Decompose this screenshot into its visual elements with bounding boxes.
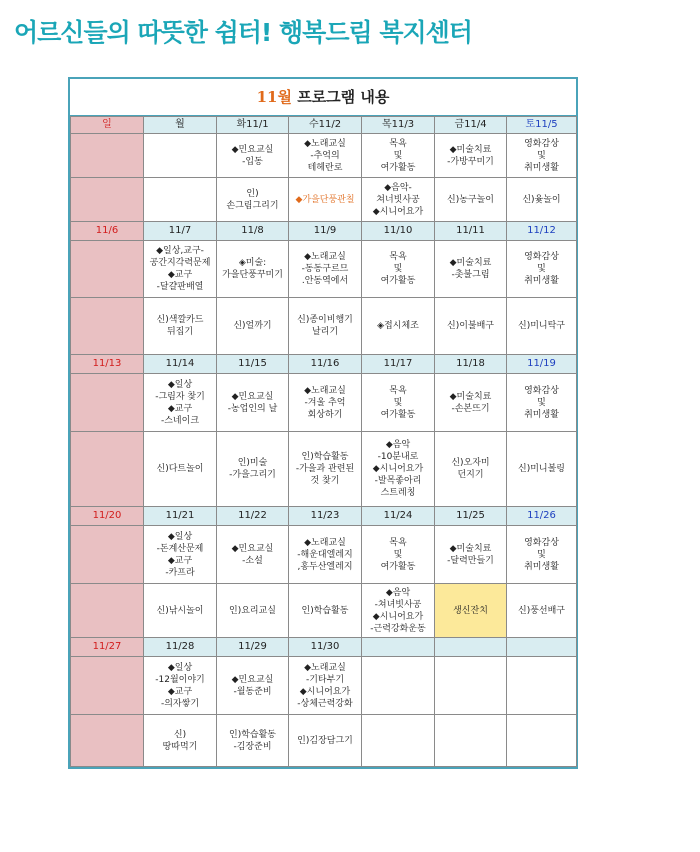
date-cell: 11/13 xyxy=(71,355,144,374)
cell-line: ◆교구 xyxy=(167,270,193,280)
date-cell: 11/28 xyxy=(144,638,217,657)
program-cell xyxy=(362,715,435,767)
cell-line: -입동 xyxy=(242,156,263,167)
date-cell xyxy=(435,638,507,657)
program-cell xyxy=(144,657,217,715)
cell-line: -추억의 xyxy=(310,150,340,161)
program-cell xyxy=(435,584,507,638)
program-cell xyxy=(507,298,577,355)
program-cell xyxy=(362,657,435,715)
cell-line: 뒤집기 xyxy=(166,327,194,337)
program-cell xyxy=(144,715,217,767)
date-cell: 11/14 xyxy=(144,355,217,374)
cell-line: 스트레칭 xyxy=(380,488,416,498)
program-cell xyxy=(362,432,435,507)
cell-line: 목욕 xyxy=(389,252,407,262)
cell-line: ◆민요교실 xyxy=(231,391,274,402)
date-cell: 11/7 xyxy=(144,222,217,241)
cell-line: ◆음악- xyxy=(384,182,412,193)
cell-line: -12월이야기 xyxy=(155,674,205,685)
cell-line: 여가활동 xyxy=(380,409,416,420)
cell-line: ◆일상 xyxy=(167,662,193,673)
program-cell xyxy=(435,657,507,715)
weekday-header-5: 금11/4 xyxy=(435,117,507,134)
program-cell xyxy=(435,526,507,584)
cell-line: .안동역에서 xyxy=(301,276,349,286)
program-cell xyxy=(289,526,362,584)
program-cell xyxy=(289,584,362,638)
program-cell xyxy=(217,432,289,507)
program-row-pm xyxy=(71,715,577,767)
cell-line: 취미생활 xyxy=(524,409,559,420)
program-cell xyxy=(362,526,435,584)
date-cell: 11/9 xyxy=(289,222,362,241)
cell-line: ◆미술치료 xyxy=(449,391,492,402)
cell-line: -가방꾸미기 xyxy=(447,156,494,167)
date-cell: 11/16 xyxy=(289,355,362,374)
cell-line: -동동구르므 xyxy=(301,264,349,274)
weekday-header-1: 월 xyxy=(144,117,217,134)
cell-line: -발목좋아리 xyxy=(374,476,422,486)
program-cell xyxy=(435,134,507,178)
cell-line: 공간지각력문제 xyxy=(149,258,211,268)
date-cell: 11/22 xyxy=(217,507,289,526)
cell-line: 영화감상 xyxy=(524,537,559,548)
cell-line: 신)풍선배구 xyxy=(518,605,565,616)
cell-line: 및 xyxy=(537,397,546,408)
cell-line: -가을과 관련된 xyxy=(295,464,355,474)
program-cell xyxy=(71,134,144,178)
date-cell: 11/10 xyxy=(362,222,435,241)
cell-line: -카프라 xyxy=(165,567,195,578)
cell-line: ◆음악 xyxy=(385,587,411,598)
cell-line: 인)요리교실 xyxy=(229,605,276,616)
cell-line: 취미생활 xyxy=(524,561,559,572)
program-cell xyxy=(144,134,217,178)
cell-line: 인) xyxy=(246,188,259,199)
program-row-am xyxy=(71,374,577,432)
cell-line: 여가활동 xyxy=(380,276,416,286)
cell-line: 신)오자미 xyxy=(451,458,490,468)
cell-line: ◆가을단풍관칠 xyxy=(295,194,355,205)
program-cell xyxy=(289,298,362,355)
weekday-header-3: 수11/2 xyxy=(289,117,362,134)
program-cell xyxy=(144,526,217,584)
cell-line: -달력만들기 xyxy=(447,555,494,566)
program-cell xyxy=(217,374,289,432)
cell-line: ◆미술치료 xyxy=(449,144,492,155)
cell-line: 신)얼까기 xyxy=(233,321,272,331)
cell-line: 땅따먹기 xyxy=(162,741,198,752)
cell-line: 신)윷놀이 xyxy=(522,194,561,205)
cell-line: ◆민요교실 xyxy=(231,543,274,554)
cell-line: 신)낚시놀이 xyxy=(156,605,204,616)
cell-line: 인)미술 xyxy=(237,458,268,468)
cell-line: 영화감상 xyxy=(524,385,559,396)
cell-line: 신)미니탁구 xyxy=(518,321,565,331)
cell-line: 및 xyxy=(537,150,546,161)
program-cell xyxy=(507,432,577,507)
program-row-pm xyxy=(71,432,577,507)
program-row-am xyxy=(71,657,577,715)
program-cell xyxy=(507,715,577,767)
program-cell xyxy=(289,715,362,767)
cell-line: 취미생활 xyxy=(524,276,559,286)
cell-line: 신)농구놀이 xyxy=(447,194,494,205)
cell-line: 테헤란로 xyxy=(307,162,343,173)
cell-line: -농업인의 날 xyxy=(227,403,278,414)
date-cell: 11/11 xyxy=(435,222,507,241)
program-cell xyxy=(217,134,289,178)
program-cell xyxy=(289,657,362,715)
program-cell xyxy=(217,298,289,355)
date-cell: 11/19 xyxy=(507,355,577,374)
cell-line: ◆시니어요가 xyxy=(372,206,424,217)
program-row-pm xyxy=(71,298,577,355)
program-cell xyxy=(217,657,289,715)
cell-line: -촛불그림 xyxy=(451,270,490,280)
cell-line: 목욕 xyxy=(389,537,407,548)
cell-line: 던지기 xyxy=(457,470,484,480)
program-cell xyxy=(289,432,362,507)
calendar-title-month: 11월 xyxy=(256,88,292,106)
cell-line: 및 xyxy=(393,549,403,560)
program-row-pm xyxy=(71,178,577,222)
date-cell: 11/27 xyxy=(71,638,144,657)
program-cell xyxy=(144,241,217,298)
cell-line: -상체근력강화 xyxy=(297,698,353,709)
cell-line: 신)다트놀이 xyxy=(156,464,204,474)
cell-line: 및 xyxy=(537,549,546,560)
cell-line: ◆일상,교구- xyxy=(156,246,204,256)
program-cell xyxy=(71,432,144,507)
cell-line: -쳐녀빗사공 xyxy=(374,599,422,610)
cell-line: -의자쌓기 xyxy=(160,698,200,709)
cell-line: 목욕 xyxy=(389,385,407,396)
program-cell xyxy=(362,178,435,222)
cell-line: 취미생활 xyxy=(524,162,559,173)
cell-line: -가을그리기 xyxy=(229,470,276,480)
program-cell xyxy=(289,241,362,298)
program-cell xyxy=(71,584,144,638)
cell-line: 인)학습활동 xyxy=(301,605,349,616)
program-row-am xyxy=(71,526,577,584)
cell-line: 여가활동 xyxy=(380,561,416,572)
program-cell xyxy=(71,526,144,584)
cell-line: ◆시니어요가 xyxy=(372,611,424,622)
cell-line: 날리기 xyxy=(311,327,339,337)
date-cell xyxy=(362,638,435,657)
cell-line: 손그림그리기 xyxy=(226,200,279,211)
cell-line: -김장준비 xyxy=(233,741,272,752)
program-cell xyxy=(507,526,577,584)
program-cell xyxy=(435,432,507,507)
program-row-am xyxy=(71,134,577,178)
weekday-header-row xyxy=(71,117,577,134)
cell-line: -겨울 추억 xyxy=(304,397,346,408)
date-cell: 11/6 xyxy=(71,222,144,241)
cell-line: ◆시니어요가 xyxy=(299,686,351,697)
date-cell: 11/21 xyxy=(144,507,217,526)
program-cell xyxy=(144,178,217,222)
program-cell xyxy=(144,432,217,507)
program-cell xyxy=(289,374,362,432)
date-cell: 11/29 xyxy=(217,638,289,657)
cell-line: ◆노래교실 xyxy=(304,385,346,396)
date-cell: 11/15 xyxy=(217,355,289,374)
cell-line: 여가활동 xyxy=(380,162,416,173)
program-cell xyxy=(362,298,435,355)
cell-line: ,홍두산엘레지 xyxy=(297,561,353,572)
program-cell xyxy=(289,134,362,178)
program-cell xyxy=(507,178,577,222)
cell-line: -기타부기 xyxy=(305,674,345,685)
date-cell: 11/20 xyxy=(71,507,144,526)
page-title: 어르신들의 따뜻한 쉼터! 행복드림 복지센터 xyxy=(14,18,472,47)
cell-line: ◆미술치료 xyxy=(449,258,492,268)
program-cell xyxy=(435,374,507,432)
cell-line: ◆민요교실 xyxy=(231,144,274,155)
cell-line: ◆교구 xyxy=(167,555,193,566)
cell-line: 인)김장담그기 xyxy=(297,735,353,746)
cell-line: 회상하기 xyxy=(307,409,343,420)
cell-line: 및 xyxy=(393,397,403,408)
cell-line: 신)미니볼링 xyxy=(518,464,565,474)
weekday-header-2: 화11/1 xyxy=(217,117,289,134)
program-cell xyxy=(507,134,577,178)
cell-line: -돈계산문제 xyxy=(156,543,204,554)
date-cell: 11/12 xyxy=(507,222,577,241)
cell-line: -스네이크 xyxy=(160,415,200,426)
program-cell xyxy=(507,657,577,715)
cell-line: ◆노래교실 xyxy=(304,138,346,149)
program-cell xyxy=(217,178,289,222)
cell-line: ◆민요교실 xyxy=(231,674,274,685)
program-cell xyxy=(362,374,435,432)
date-cell: 11/24 xyxy=(362,507,435,526)
cell-line: ◆미술치료 xyxy=(449,543,492,554)
program-cell xyxy=(217,526,289,584)
calendar-title-text: 프로그램 내용 xyxy=(291,88,390,106)
date-cell: 11/18 xyxy=(435,355,507,374)
date-cell: 11/30 xyxy=(289,638,362,657)
cell-line: ◆교구 xyxy=(167,686,193,697)
cell-line: ◆교구 xyxy=(167,403,193,414)
cell-line: ◆음악 xyxy=(385,440,411,450)
program-cell xyxy=(507,374,577,432)
cell-line: -해운대엘레지 xyxy=(297,549,353,560)
cell-line: 및 xyxy=(393,264,403,274)
cell-line: -그림자 찾기 xyxy=(155,391,205,402)
cell-line: 신)이불배구 xyxy=(447,321,494,331)
cell-line: 가을단풍꾸미기 xyxy=(222,270,283,280)
program-row-pm xyxy=(71,584,577,638)
cell-line: -소설 xyxy=(242,555,263,566)
weekday-header-4: 목11/3 xyxy=(362,117,435,134)
cell-line: 인)학습활동 xyxy=(229,729,276,740)
cell-line: 신)색깔카드 xyxy=(156,315,204,325)
program-cell xyxy=(362,241,435,298)
cell-line: 영화감상 xyxy=(524,138,559,149)
program-cell xyxy=(435,298,507,355)
cell-line: ◆일상 xyxy=(167,379,193,390)
program-cell xyxy=(507,241,577,298)
program-cell xyxy=(217,241,289,298)
date-row xyxy=(71,222,577,241)
program-cell xyxy=(289,178,362,222)
weekday-header-0: 일 xyxy=(71,117,144,134)
program-cell xyxy=(144,374,217,432)
program-cell xyxy=(362,134,435,178)
cell-line: 쳐너빗사공 xyxy=(376,194,420,205)
cell-line: ◆일상 xyxy=(167,531,193,542)
date-cell: 11/17 xyxy=(362,355,435,374)
cell-line: -근력강화운동 xyxy=(370,623,426,634)
program-cell xyxy=(144,298,217,355)
date-cell xyxy=(507,638,577,657)
cell-line: ◆노래교실 xyxy=(304,662,346,673)
program-cell xyxy=(507,584,577,638)
program-cell xyxy=(362,584,435,638)
program-cell xyxy=(71,241,144,298)
program-cell xyxy=(217,584,289,638)
program-cell xyxy=(71,298,144,355)
cell-line: 및 xyxy=(393,150,403,161)
cell-line: ◆노래교실 xyxy=(304,537,346,548)
date-cell: 11/26 xyxy=(507,507,577,526)
program-cell xyxy=(71,374,144,432)
schedule-table xyxy=(68,77,578,769)
cell-line: ◆노래교실 xyxy=(304,252,346,262)
date-row xyxy=(71,355,577,374)
program-cell xyxy=(435,715,507,767)
cell-line: -월동준비 xyxy=(233,686,272,697)
cell-line: ◆시니어요가 xyxy=(372,464,424,474)
cell-line: 신)종이비행기 xyxy=(297,315,353,325)
program-cell xyxy=(71,178,144,222)
cell-line: 생신잔치 xyxy=(453,605,488,616)
calendar-title xyxy=(70,79,576,116)
program-cell xyxy=(217,715,289,767)
cell-line: 신) xyxy=(173,729,187,740)
calendar-grid xyxy=(70,116,577,767)
weekday-header-6: 토11/5 xyxy=(507,117,577,134)
cell-line: 인)학습활동 xyxy=(301,452,349,462)
date-row xyxy=(71,507,577,526)
date-cell: 11/23 xyxy=(289,507,362,526)
cell-line: -달걀판배열 xyxy=(156,282,204,292)
cell-line: 목욕 xyxy=(389,138,407,149)
program-cell xyxy=(71,657,144,715)
program-row-am xyxy=(71,241,577,298)
cell-line: -손본뜨기 xyxy=(451,403,490,414)
cell-line: -10분내로 xyxy=(377,452,419,462)
cell-line: 것 찾기 xyxy=(310,476,340,486)
cell-line: 및 xyxy=(537,264,546,274)
program-cell xyxy=(144,584,217,638)
program-cell xyxy=(71,715,144,767)
cell-line: ◈미술: xyxy=(238,258,267,268)
date-cell: 11/8 xyxy=(217,222,289,241)
cell-line: 영화감상 xyxy=(524,252,559,262)
date-row xyxy=(71,638,577,657)
program-cell xyxy=(435,178,507,222)
date-cell: 11/25 xyxy=(435,507,507,526)
cell-line: ◈접시체조 xyxy=(377,321,419,331)
program-cell xyxy=(435,241,507,298)
